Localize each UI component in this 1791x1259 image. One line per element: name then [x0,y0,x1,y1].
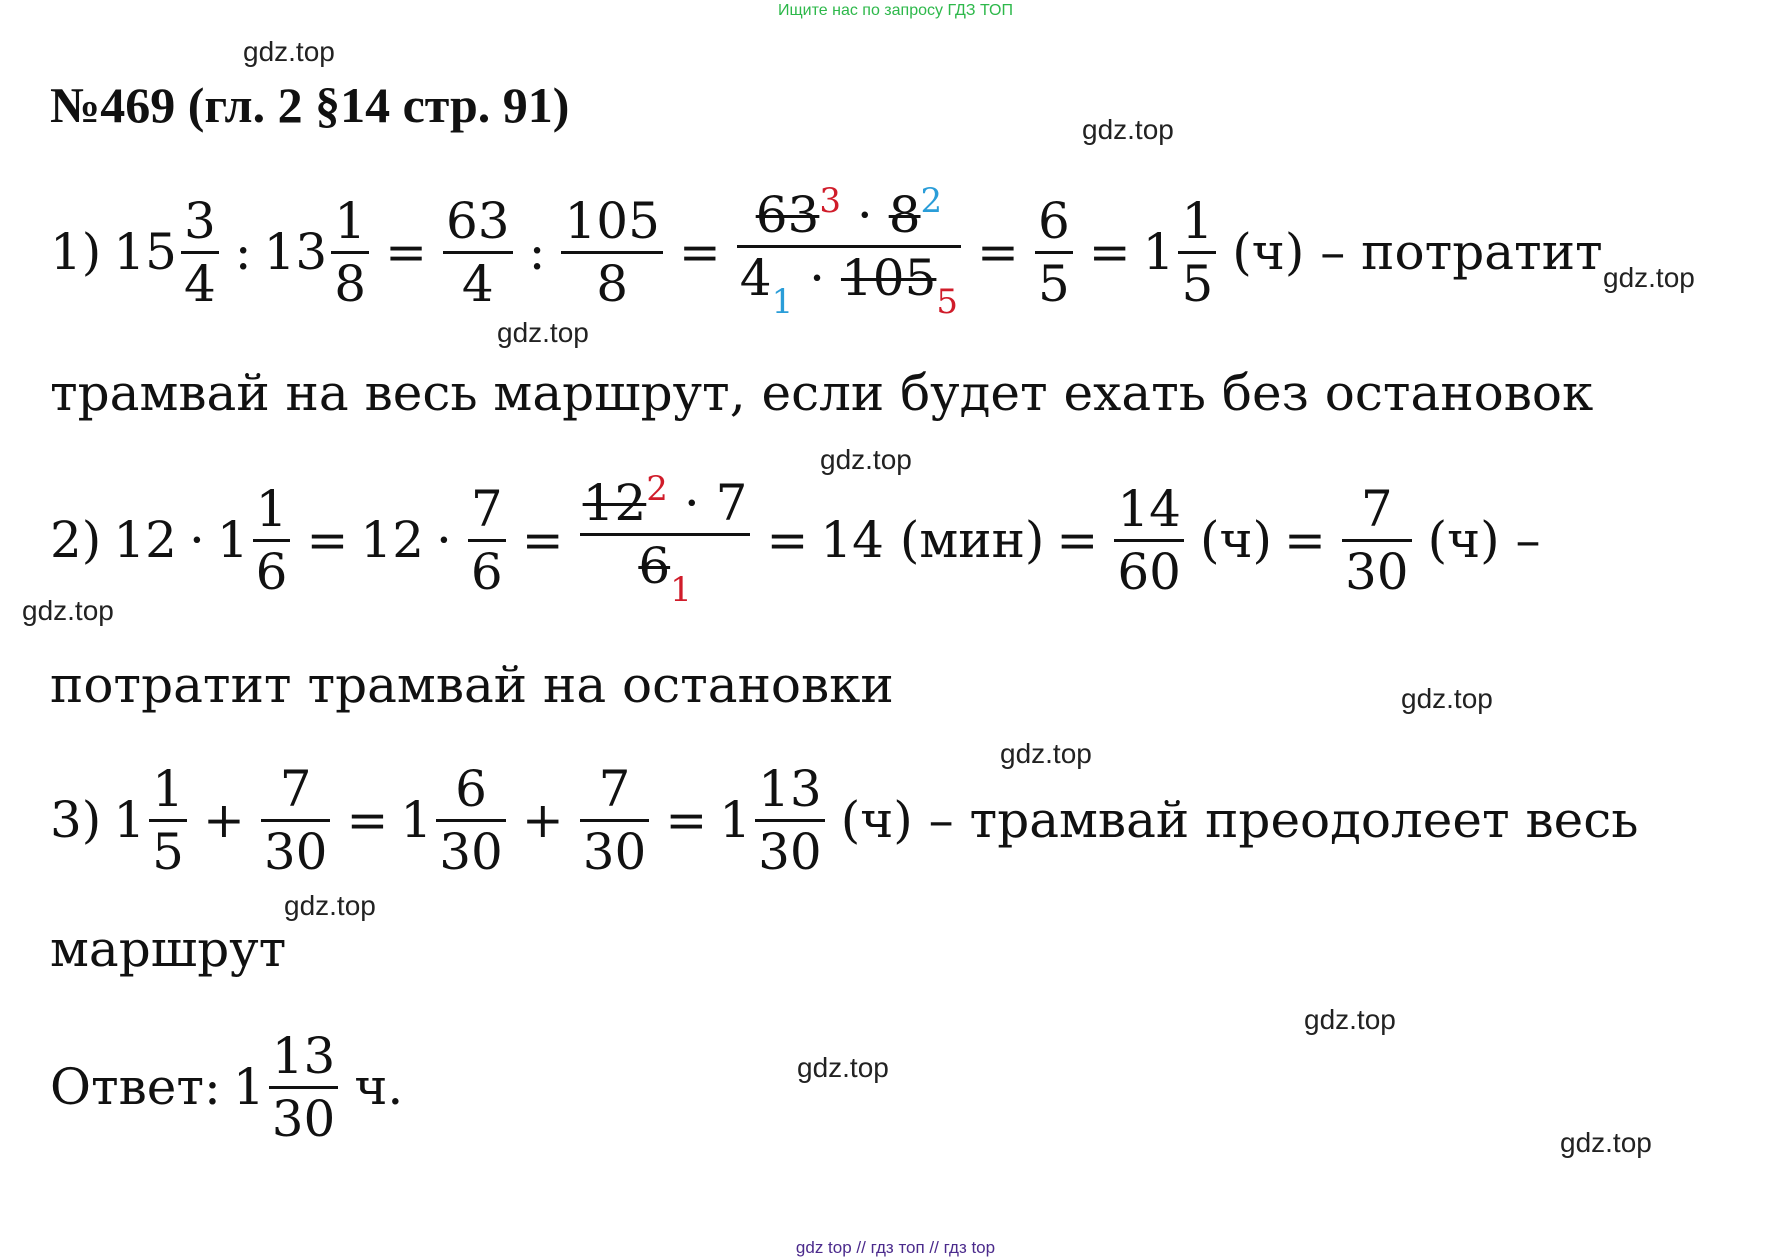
watermark: gdz.top [284,890,376,921]
watermark: gdz.top [1082,114,1174,145]
fraction: $\frac{63}{4}$ [443,193,513,312]
division-sign: : [234,223,252,281]
watermark: gdz.top [22,595,114,626]
fraction: $\frac{13}{30}$ [755,761,825,880]
watermark: gdz.top [1000,738,1092,769]
watermark: gdz.top [1401,683,1493,714]
step-1-equation [50,180,1603,324]
equals-sign: = [385,223,427,281]
division-sign: : [528,223,546,281]
step-2-equation: 2) 12 · 1 $\frac{1}{6}$ = 12 · $\frac{7}{6}$ = $\frac{12^2 \cdot 7}{6_1}$ = 14 (мин) = $\frac{14}{60}$ (ч) = $\frac{7}{30}$ (ч) – [50,469,1541,611]
watermark: gdz.top [1560,1127,1652,1158]
watermark: gdz.top [797,1052,889,1083]
fraction: $\frac{1}{5}$ [1178,193,1216,312]
whole-part: 13 [263,223,328,281]
step-3-equation: 3) 1 $\frac{1}{5}$ + $\frac{7}{30}$ = 1 $\frac{6}{30}$ + $\frac{7}{30}$ = 1 $\frac{13}{30}$ (ч) – трамвай преодолеет весь [50,759,1639,881]
fraction: $\frac{3}{4}$ [181,193,219,312]
fraction: $\frac{7}{6}$ [468,481,506,600]
fraction: $\frac{1}{5}$ [149,761,187,880]
watermark: gdz.top [1603,262,1695,293]
whole-part: 1 [1142,223,1175,281]
cancelled-fraction: $\frac{63^3 \cdot 8^2}{4_1 \cdot 105_5}$ [737,182,961,321]
watermark: gdz.top [820,444,912,475]
equals-sign: = [1088,223,1131,281]
fraction: $\frac{105}{8}$ [561,193,662,312]
fraction: $\frac{7}{30}$ [261,761,331,880]
fraction: $\frac{6}{30}$ [436,761,506,880]
equals-sign: = [678,223,721,281]
answer-label: Ответ: [50,1058,221,1116]
watermark: gdz.top [1304,1004,1396,1035]
step-label: 3) [50,791,102,849]
watermark: gdz.top [243,36,335,67]
footer-links[interactable]: gdz top // гдз топ // гдз top [795,1238,996,1257]
step-text: (ч) – потратит [1232,223,1603,281]
fraction: $\frac{14}{60}$ [1114,481,1184,600]
step-label: 2) [50,511,102,569]
final-answer: Ответ: 1 $\frac{13}{30}$ ч. [50,1026,404,1148]
whole-part: 15 [113,223,177,281]
watermark: gdz.top [497,317,589,348]
fraction: $\frac{6}{5}$ [1035,193,1073,312]
promo-banner: Ищите нас по запросу ГДЗ ТОП [778,2,1013,19]
fraction: $\frac{7}{30}$ [1342,481,1412,600]
step-3-text: маршрут [50,920,287,978]
fraction: $\frac{1}{6}$ [253,481,291,600]
fraction: $\frac{7}{30}$ [580,761,650,880]
fraction: $\frac{1}{8}$ [331,193,369,312]
page-title: №469 (гл. 2 §14 стр. 91) [50,77,570,133]
equals-sign: = [977,223,1019,281]
cancelled-fraction: $\frac{12^2 \cdot 7}{6_1}$ [580,470,751,609]
step-label: 1) [50,223,102,281]
step-2-text: потратит трамвай на остановки [50,656,894,714]
fraction: $\frac{13}{30}$ [269,1028,339,1147]
step-1-text: трамвай на весь маршрут, если будет ехать без остановок [50,364,1594,422]
